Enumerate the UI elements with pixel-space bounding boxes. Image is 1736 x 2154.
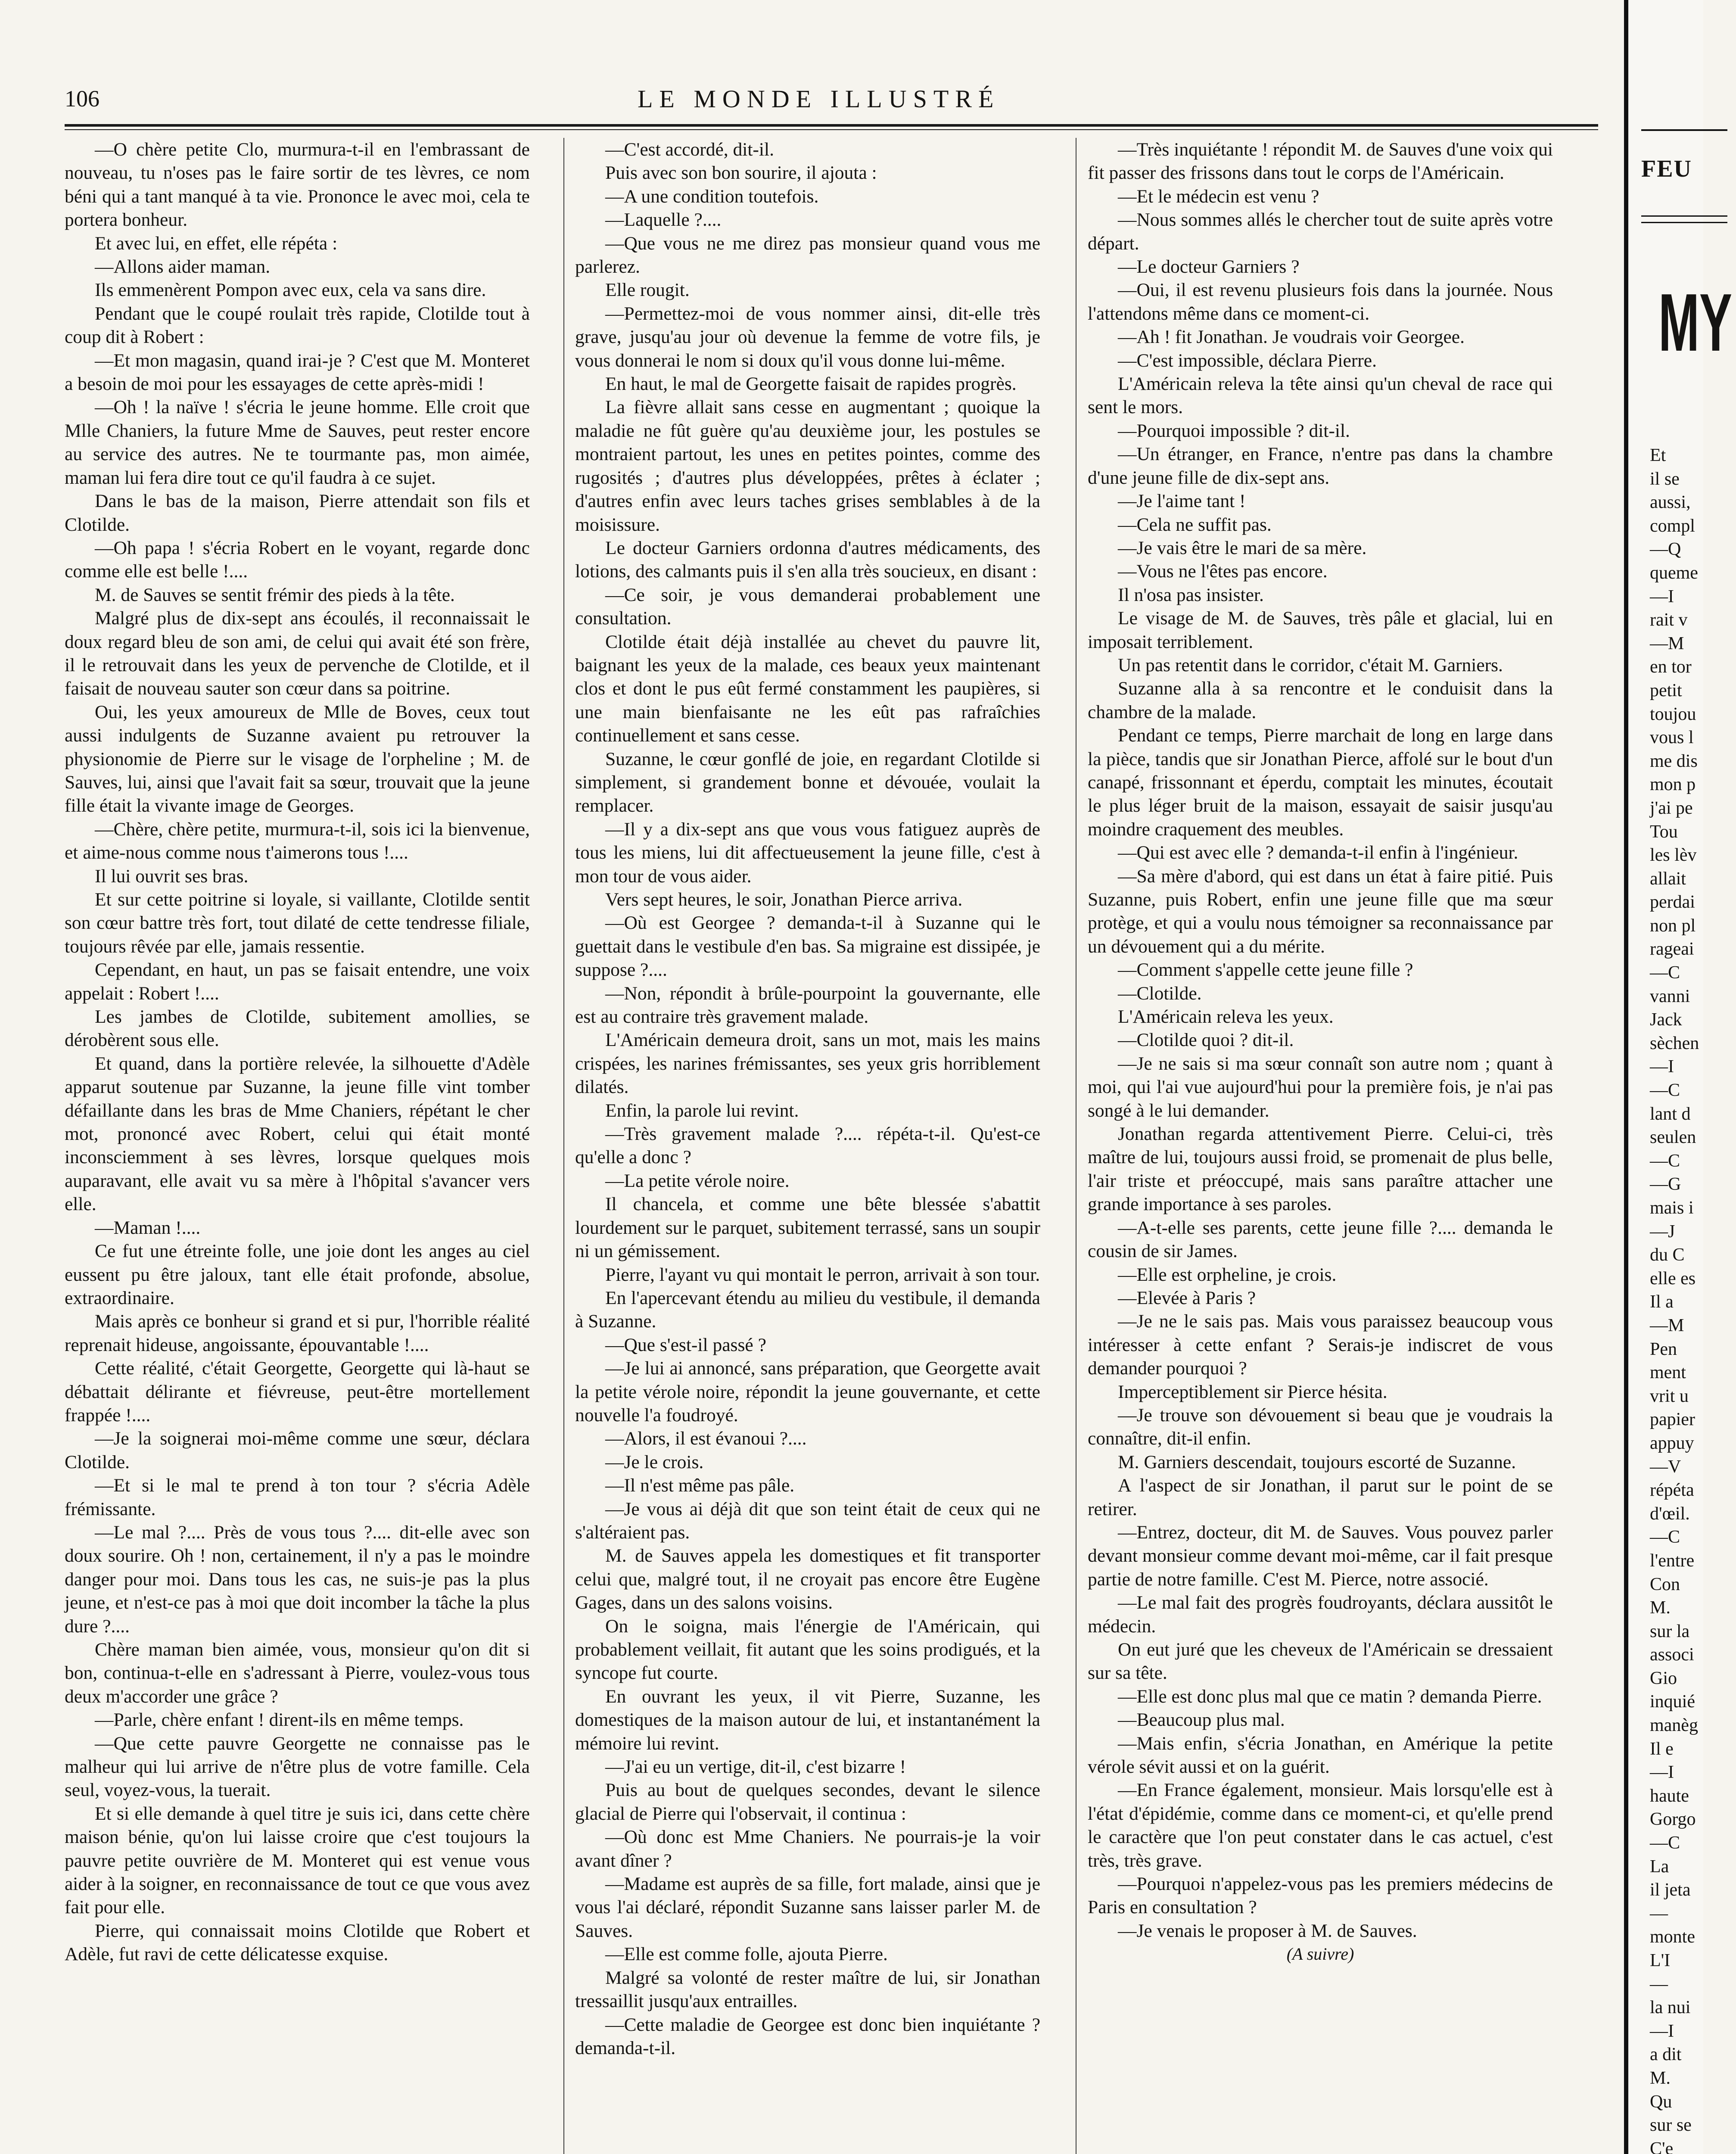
- paragraph: —Elle est orpheline, je crois.: [1118, 1264, 1337, 1285]
- paragraph: —Vous ne l'êtes pas encore.: [1118, 561, 1328, 582]
- paragraph: Ce fut une étreinte folle, une joie dont les anges au ciel eussent pu être jaloux, tant elle était profonde, absolue, extraordinaire.: [65, 1241, 530, 1308]
- paragraph: M. Garniers descendait, toujours escorté de Suzanne.: [1118, 1451, 1516, 1472]
- paragraph: —La petite vérole noire.: [605, 1170, 790, 1191]
- paragraph: —Le docteur Garniers ?: [1118, 256, 1300, 277]
- adjacent-line: sur la: [1650, 1621, 1690, 1641]
- paragraph: —Il y a dix-sept ans que vous vous fatiguez auprès de tous les miens, lui dit affectueusement la jeune fille, c'est à mon tour de vous aider.: [575, 819, 1040, 887]
- continuation-note: (A suivre): [1286, 1944, 1354, 1964]
- paragraph: —Elevée à Paris ?: [1118, 1287, 1256, 1308]
- adjacent-line: elle es: [1650, 1268, 1696, 1289]
- paragraph: —Chère, chère petite, murmura-t-il, sois ici la bienvenue, et aime-nous comme nous t'aimerons tous !....: [65, 819, 530, 863]
- adjacent-line: a dit: [1650, 2045, 1682, 2065]
- paragraph: —Elle est donc plus mal que ce matin ? demanda Pierre.: [1118, 1686, 1542, 1707]
- adjacent-line: L'I: [1650, 1951, 1671, 1970]
- paragraph: —Ah ! fit Jonathan. Je voudrais voir Georgee.: [1118, 327, 1465, 348]
- adjacent-line: C'e: [1650, 2138, 1674, 2154]
- paragraph: Suzanne alla à sa rencontre et le conduisit dans la chambre de la malade.: [1088, 678, 1553, 722]
- paragraph: Et sur cette poitrine si loyale, si vaillante, Clotilde sentit son cœur battre très fort, tout dilaté de cette tendresse filiale, toujours rêvée par elle, jamais ressentie.: [65, 889, 530, 957]
- paragraph: La fièvre allait sans cesse en augmentant ; quoique la maladie ne fût guère qu'au deuxième jour, les postules se montraient partout, les unes en petites pointes, comme des rugosités ; d'autres plus développées, prêtes à éclater ; d'autres enfin avec leurs taches grises semblables à de la moisissure.: [575, 397, 1040, 535]
- adjacent-line: Il a: [1650, 1292, 1674, 1312]
- paragraph: —Oh papa ! s'écria Robert en le voyant, regarde donc comme elle est belle !....: [65, 537, 530, 582]
- adjacent-big-title: MY: [1658, 277, 1732, 368]
- adjacent-line: —C: [1650, 963, 1680, 983]
- adjacent-line: haute: [1650, 1786, 1689, 1806]
- adjacent-line: Tou: [1650, 822, 1678, 842]
- paragraph: L'Américain demeura droit, sans un mot, mais les mains crispées, les narines frémissantes, ses yeux gris horriblement dilatés.: [575, 1030, 1040, 1098]
- paragraph: Pendant ce temps, Pierre marchait de long en large dans la pièce, tandis que sir Jonathan Pierce, affolé sur le bout d'un canapé, frissonnant et éperdu, comptait les minutes, écoutait le plus léger bruit de la maison, essayait de saisir jusqu'au moindre craquement des meubles.: [1088, 725, 1553, 840]
- paragraph: —Et si le mal te prend à ton tour ? s'écria Adèle frémissante.: [65, 1475, 530, 1519]
- paragraph: —Je ne sais si ma sœur connaît son autre nom ; quant à moi, qui l'ai vue aujourd'hui pour la première fois, je n'ai pas songé à le lui demander.: [1088, 1053, 1553, 1121]
- adjacent-line: —Q: [1650, 539, 1681, 560]
- adjacent-line: Il e: [1650, 1739, 1674, 1759]
- paragraph: Pendant que le coupé roulait très rapide, Clotilde tout à coup dit à Robert :: [65, 303, 530, 348]
- adjacent-line: me dis: [1650, 751, 1698, 771]
- paragraph: —Je ne le sais pas. Mais vous paraissez beaucoup vous intéresser à cette enfant ? Serais-je indiscret de vous demander pourquoi ?: [1088, 1311, 1553, 1379]
- paragraph: Vers sept heures, le soir, Jonathan Pierce arriva.: [605, 889, 963, 910]
- paragraph: Et quand, dans la portière relevée, la silhouette d'Adèle apparut soutenue par Suzanne, la jeune fille vint tomber défaillante dans les bras de Mme Chaniers, répétant le cher mot, prononcé avec Robert, celui qui était monté inconsciemment à ses lèvres, lorsque quelques mois auparavant, elle avait vu sa mère à l'hôpital s'avancer vers elle.: [65, 1053, 530, 1215]
- paragraph: M. de Sauves se sentit frémir des pieds à la tête.: [95, 584, 455, 605]
- adjacent-line: il jeta: [1650, 1880, 1691, 1900]
- paragraph: Ils emmenèrent Pompon avec eux, cela va sans dire.: [95, 280, 486, 301]
- adjacent-line: —C: [1650, 1527, 1680, 1547]
- paragraph: Suzanne, le cœur gonflé de joie, en regardant Clotilde si simplement, si grandement bonne et dévouée, voulait la remplacer.: [575, 748, 1040, 816]
- paragraph: Il chancela, et comme une bête blessée s'abattit lourdement sur le parquet, subitement terrassé, sans un soupir ni un gémissement.: [575, 1194, 1040, 1262]
- paragraph: Malgré sa volonté de rester maître de lui, sir Jonathan tressaillit jusqu'aux entrailles.: [575, 1967, 1040, 2012]
- paragraph: Jonathan regarda attentivement Pierre. Celui-ci, très maître de lui, toujours aussi froid, se promenait de plus belle, l'air triste et préoccupé, mais sans paraître attacher une grande importance à ses paroles.: [1088, 1124, 1553, 1215]
- adjacent-line: compl: [1650, 516, 1695, 536]
- paragraph: —Et mon magasin, quand irai-je ? C'est que M. Monteret a besoin de moi pour les essayages de cette après-midi !: [65, 350, 530, 395]
- adjacent-line: inquié: [1650, 1692, 1695, 1712]
- paragraph: —Le mal ?.... Près de vous tous ?.... dit-elle avec son doux sourire. Oh ! non, certainement, il n'y a pas le moindre danger pour moi. Dans tous les cas, ne suis-je pas la plus jeune, et n'est-ce pas à moi que doit incomber la tâche la plus dure ?....: [65, 1522, 530, 1637]
- adjacent-line: en tor: [1650, 657, 1692, 677]
- paragraph: —Très gravement malade ?.... répéta-t-il. Qu'est-ce qu'elle a donc ?: [575, 1124, 1040, 1168]
- paragraph: —Sa mère d'abord, qui est dans un état à faire pitié. Puis Suzanne, puis Robert, enfin une jeune fille que ma sœur protège, et qui a voulu nous témoigner sa reconnaissance par un dévouement qui a du mérite.: [1088, 865, 1553, 957]
- adjacent-line: papier: [1650, 1410, 1695, 1430]
- adjacent-line: —J: [1650, 1221, 1675, 1242]
- paragraph: Dans le bas de la maison, Pierre attendait son fils et Clotilde.: [65, 491, 530, 535]
- adjacent-line: —: [1650, 1903, 1668, 1924]
- paragraph: —Ce soir, je vous demanderai probablement une consultation.: [575, 584, 1040, 629]
- paragraph: —Allons aider maman.: [95, 256, 271, 277]
- paragraph: —Il n'est même pas pâle.: [605, 1475, 795, 1496]
- adjacent-line: manèg: [1650, 1715, 1698, 1736]
- paragraph: —A une condition toutefois.: [605, 186, 819, 207]
- paragraph: En haut, le mal de Georgette faisait de rapides progrès.: [605, 374, 1017, 395]
- paragraph: —Que cette pauvre Georgette ne connaisse pas le malheur qui lui arrive de n'être plus de votre famille. Cela seul, voyez-vous, la tuerait.: [65, 1733, 530, 1801]
- paragraph: —Clotilde.: [1118, 983, 1202, 1004]
- adjacent-line: Pen: [1650, 1339, 1677, 1359]
- paragraph: —Mais enfin, s'écria Jonathan, en Amérique la petite vérole sévit aussi et on la guérit.: [1088, 1733, 1553, 1777]
- adjacent-line: —V: [1650, 1457, 1681, 1477]
- paragraph: —En France également, monsieur. Mais lorsqu'elle est à l'état d'épidémie, comme dans ce moment-ci, et qu'elle prend le caractère que l'on peut constater dans le cas actuel, c'est très, très grave.: [1088, 1780, 1553, 1871]
- adjacent-line: vous l: [1650, 728, 1694, 748]
- column-3: [1088, 138, 1553, 1966]
- adjacent-line: associ: [1650, 1645, 1694, 1665]
- adjacent-line: vrit u: [1650, 1386, 1689, 1406]
- adjacent-line: —: [1650, 1974, 1668, 1994]
- paragraph: L'Américain releva la tête ainsi qu'un cheval de race qui sent le mors.: [1088, 374, 1553, 418]
- paragraph: —Où est Georgee ? demanda-t-il à Suzanne qui le guettait dans le vestibule d'en bas. Sa migraine est dissipée, je suppose ?....: [575, 912, 1040, 981]
- paragraph: Il n'osa pas insister.: [1118, 584, 1264, 605]
- paragraph: —Que s'est-il passé ?: [605, 1334, 766, 1355]
- paragraph: —Pourquoi n'appelez-vous pas les premiers médecins de Paris en consultation ?: [1088, 1874, 1553, 1918]
- paragraph: M. de Sauves appela les domestiques et fit transporter celui que, malgré tout, il ne croyait pas encore être Eugène Gages, dans un des salons voisins.: [575, 1545, 1040, 1613]
- adjacent-line: —G: [1650, 1174, 1681, 1195]
- adjacent-line: aussi,: [1650, 492, 1691, 513]
- adjacent-line: queme: [1650, 563, 1698, 583]
- paragraph: —Où donc est Mme Chaniers. Ne pourrais-je la voir avant dîner ?: [575, 1827, 1040, 1871]
- adjacent-line: non pl: [1650, 915, 1696, 936]
- adjacent-line: rageai: [1650, 939, 1694, 959]
- paragraph: Chère maman bien aimée, vous, monsieur qu'on dit si bon, continua-t-elle en s'adressant à Pierre, voulez-vous tous deux m'accorder une grâce ?: [65, 1639, 530, 1707]
- paragraph: —C'est impossible, déclara Pierre.: [1118, 350, 1377, 371]
- adjacent-line: appuy: [1650, 1433, 1694, 1453]
- adjacent-line: sur se: [1650, 2115, 1692, 2135]
- paragraph: Imperceptiblement sir Pierce hésita.: [1118, 1381, 1388, 1402]
- paragraph: —Je venais le proposer à M. de Sauves.: [1118, 1920, 1417, 1941]
- adjacent-line: —I: [1650, 1762, 1674, 1783]
- paragraph: —O chère petite Clo, murmura-t-il en l'embrassant de nouveau, tu n'oses pas le faire sortir de tes lèvres, ce nom béni qui a tant manqué à ta vie. Prononce le avec moi, cela te portera bonheur.: [65, 139, 530, 230]
- adjacent-line: sèchen: [1650, 1033, 1699, 1053]
- adjacent-line: Gorgo: [1650, 1809, 1696, 1830]
- paragraph: —Je l'aime tant !: [1118, 491, 1246, 512]
- paragraph: Le visage de M. de Sauves, très pâle et glacial, lui en imposait terriblement.: [1088, 608, 1553, 652]
- adjacent-line: monte: [1650, 1927, 1695, 1947]
- adjacent-line: perdai: [1650, 892, 1695, 912]
- adjacent-text-lines: [1650, 444, 1736, 2154]
- adjacent-line: répéta: [1650, 1480, 1694, 1500]
- paragraph: On eut juré que les cheveux de l'Américain se dressaient sur sa tête.: [1088, 1639, 1553, 1684]
- paragraph: —Je la soignerai moi-même comme une sœur, déclara Clotilde.: [65, 1428, 530, 1472]
- adjacent-line: Jack: [1650, 1010, 1682, 1030]
- adjacent-line: il se: [1650, 469, 1680, 489]
- adjacent-line: —C: [1650, 1833, 1680, 1853]
- paragraph: Il lui ouvrit ses bras.: [95, 865, 249, 887]
- paragraph: —Oui, il est revenu plusieurs fois dans la journée. Nous l'attendons même dans ce moment-ci.: [1088, 280, 1553, 324]
- paragraph: L'Américain releva les yeux.: [1118, 1006, 1334, 1027]
- paragraph: —Je vais être le mari de sa mère.: [1118, 537, 1367, 558]
- adjacent-line: M.: [1650, 1598, 1671, 1618]
- adjacent-page-strip: [1624, 0, 1732, 2154]
- paragraph: En ouvrant les yeux, il vit Pierre, Suzanne, les domestiques de la maison autour de lui, et instantanément la mémoire lui revint.: [575, 1686, 1040, 1754]
- adjacent-line: allait: [1650, 868, 1686, 889]
- adjacent-line: j'ai pe: [1650, 798, 1693, 818]
- adjacent-line: lant d: [1650, 1104, 1691, 1124]
- paragraph: —Oh ! la naïve ! s'écria le jeune homme. Elle croit que Mlle Chaniers, la future Mme de Sauves, peut rester encore au service des autres. Ne te tourmante pas, mon aimée, maman lui fera dire tout ce qu'il faudra à ce sujet.: [65, 397, 530, 488]
- paragraph: —Que vous ne me direz pas monsieur quand vous me parlerez.: [575, 233, 1040, 277]
- adjacent-line: mais i: [1650, 1198, 1694, 1218]
- paragraph: Malgré plus de dix-sept ans écoulés, il reconnaissait le doux regard bleu de son ami, de celui qui avait été son frère, il le retrouvait dans les yeux de pervenche de Clotilde, et il faisait de nouveau sauter son cœur dans sa poitrine.: [65, 608, 530, 699]
- paragraph: —Et le médecin est venu ?: [1118, 186, 1319, 207]
- adjacent-line: —I: [1650, 2021, 1674, 2041]
- adjacent-line: petit: [1650, 680, 1682, 700]
- paragraph: —Je le crois.: [605, 1451, 704, 1472]
- paragraph: A l'aspect de sir Jonathan, il parut sur le point de se retirer.: [1088, 1475, 1553, 1519]
- adjacent-line: vanni: [1650, 986, 1690, 1006]
- paragraph: Un pas retentit dans le corridor, c'était M. Garniers.: [1118, 654, 1503, 675]
- paragraph: —Non, répondit à brûle-pourpoint la gouvernante, elle est au contraire très gravement malade.: [575, 983, 1040, 1027]
- paragraph: —Je trouve son dévouement si beau que je voudrais la connaître, dit-il enfin.: [1088, 1404, 1553, 1449]
- paragraph: Clotilde était déjà installée au chevet du pauvre lit, baignant les yeux de la malade, ces beaux yeux maintenant clos et dont le pus eût fermé constamment les paupières, si une main bienfaisante ne les eût pas rafraîchies continuellement et sans cesse.: [575, 631, 1040, 746]
- adjacent-line: Con: [1650, 1574, 1680, 1594]
- paragraph: —Pourquoi impossible ? dit-il.: [1118, 420, 1350, 441]
- paragraph: Pierre, qui connaissait moins Clotilde que Robert et Adèle, fut ravi de cette délicatesse exquise.: [65, 1920, 530, 1965]
- paragraph: On le soigna, mais l'énergie de l'Américain, qui probablement veillait, fit autant que les soins prodigués, et la syncope fut courte.: [575, 1616, 1040, 1684]
- adjacent-line: —M: [1650, 633, 1684, 654]
- adjacent-line: toujou: [1650, 704, 1696, 724]
- column-1: [65, 138, 530, 1966]
- adjacent-line: —M: [1650, 1315, 1684, 1335]
- paragraph: Enfin, la parole lui revint.: [605, 1100, 799, 1121]
- paragraph: —Beaucoup plus mal.: [1118, 1709, 1285, 1731]
- paragraph: —Parle, chère enfant ! dirent-ils en même temps.: [95, 1709, 464, 1731]
- paragraph: —C'est accordé, dit-il.: [605, 139, 774, 160]
- paragraph: Et si elle demande à quel titre je suis ici, dans cette chère maison bénie, qu'on lui laisse croire que c'est toujours la pauvre petite ouvrière de M. Monteret qui est venue vous aider à la soigner, en reconnaissance de tout ce que vous avez fait pour elle.: [65, 1803, 530, 1918]
- paragraph: —Cela ne suffit pas.: [1118, 514, 1272, 535]
- paragraph: Pierre, l'ayant vu qui montait le perron, arrivait à son tour.: [605, 1264, 1040, 1285]
- adjacent-line: —C: [1650, 1080, 1680, 1101]
- paragraph: Oui, les yeux amoureux de Mlle de Boves, ceux tout aussi indulgents de Suzanne avaient pu retrouver la physionomie de Pierre sur le visage de l'orpheline ; M. de Sauves, lui, ainsi que l'avait fait sa sœur, trouvait que la jeune fille était la vivante image de Georges.: [65, 701, 530, 816]
- paragraph: Puis avec son bon sourire, il ajouta :: [605, 162, 877, 184]
- paragraph: Le docteur Garniers ordonna d'autres médicaments, des lotions, des calmants puis il s'en alla très soucieux, en disant :: [575, 537, 1040, 582]
- page-number: 106: [65, 86, 100, 112]
- adjacent-line: Gio: [1650, 1668, 1677, 1688]
- adjacent-line: rait v: [1650, 610, 1688, 630]
- adjacent-line: les lèv: [1650, 845, 1697, 865]
- adjacent-heading: FEU: [1641, 156, 1692, 182]
- paragraph: —Le mal fait des progrès foudroyants, déclara aussitôt le médecin.: [1088, 1592, 1553, 1637]
- adjacent-line: M.: [1650, 2068, 1671, 2088]
- paragraph: —Comment s'appelle cette jeune fille ?: [1118, 959, 1413, 981]
- header-rule-thin: [65, 129, 1598, 130]
- strip-rule: [1641, 215, 1727, 217]
- paragraph: —Madame est auprès de sa fille, fort malade, ainsi que je vous l'ai déclaré, répondit Suzanne sans laisser parler M. de Sauves.: [575, 1874, 1040, 1941]
- paragraph: En l'apercevant étendu au milieu du vestibule, il demanda à Suzanne.: [575, 1287, 1040, 1332]
- adjacent-line: ment: [1650, 1363, 1686, 1383]
- paragraph: —Maman !....: [95, 1217, 201, 1238]
- adjacent-line: la nui: [1650, 1998, 1691, 2018]
- paragraph: Cependant, en haut, un pas se faisait entendre, une voix appelait : Robert !....: [65, 959, 530, 1004]
- adjacent-line: du C: [1650, 1245, 1685, 1265]
- paragraph: —Laquelle ?....: [605, 209, 722, 230]
- paragraph: —Alors, il est évanoui ?....: [605, 1428, 807, 1449]
- paragraph: —Clotilde quoi ? dit-il.: [1118, 1030, 1294, 1051]
- paragraph: —Entrez, docteur, dit M. de Sauves. Vous pouvez parler devant monsieur comme devant moi-même, car il fait presque partie de notre famille. C'est M. Pierce, notre associé.: [1088, 1522, 1553, 1590]
- paragraph: —Permettez-moi de vous nommer ainsi, dit-elle très grave, jusqu'au jour où devenue la femme de votre fils, je vous donnerai le nom si doux qu'il vous donne lui-même.: [575, 303, 1040, 371]
- paragraph: Puis au bout de quelques secondes, devant le silence glacial de Pierre qui l'observait, il continua :: [575, 1780, 1040, 1824]
- paragraph: Mais après ce bonheur si grand et si pur, l'horrible réalité reprenait hideuse, angoissante, épouvantable !....: [65, 1311, 530, 1355]
- paragraph: —Un étranger, en France, n'entre pas dans la chambre d'une jeune fille de dix-sept ans.: [1088, 444, 1553, 488]
- paragraph: —Je vous ai déjà dit que son teint était de ceux qui ne s'altéraient pas.: [575, 1498, 1040, 1543]
- paragraph: —A-t-elle ses parents, cette jeune fille ?.... demanda le cousin de sir James.: [1088, 1217, 1553, 1262]
- paragraph: Cette réalité, c'était Georgette, Georgette qui là-haut se débattait délirante et fiévreuse, peut-être mortellement frappée !....: [65, 1358, 530, 1426]
- paragraph: Les jambes de Clotilde, subitement amollies, se dérobèrent sous elle.: [65, 1006, 530, 1051]
- paragraph: —Cette maladie de Georgee est donc bien inquiétante ? demanda-t-il.: [575, 2014, 1040, 2058]
- column-rule-1: [563, 138, 564, 2154]
- paragraph: —Je lui ai annoncé, sans préparation, que Georgette avait la petite vérole noire, répondit la jeune gouvernante, et cette nouvelle l'a foudroyé.: [575, 1358, 1040, 1426]
- journal-title: LE MONDE ILLUSTRÉ: [638, 85, 1000, 113]
- header-rule: [65, 124, 1598, 127]
- paragraph: —Très inquiétante ! répondit M. de Sauves d'une voix qui fit passer des frissons dans tout le corps de l'Américain.: [1088, 139, 1553, 184]
- paragraph: Elle rougit.: [605, 280, 690, 301]
- adjacent-line: seulen: [1650, 1127, 1696, 1148]
- adjacent-line: d'œil.: [1650, 1503, 1690, 1524]
- adjacent-line: —I: [1650, 1057, 1674, 1077]
- paragraph: —Elle est comme folle, ajouta Pierre.: [605, 1944, 888, 1965]
- adjacent-line: Qu: [1650, 2092, 1672, 2112]
- paragraph: —Qui est avec elle ? demanda-t-il enfin à l'ingénieur.: [1118, 842, 1518, 863]
- strip-rule: [1641, 222, 1727, 223]
- adjacent-line: —C: [1650, 1151, 1680, 1171]
- adjacent-line: La: [1650, 1856, 1669, 1877]
- paragraph: —Nous sommes allés le chercher tout de suite après votre départ.: [1088, 209, 1553, 254]
- paragraph: Et avec lui, en effet, elle répéta :: [95, 233, 338, 254]
- strip-rule: [1641, 129, 1727, 131]
- adjacent-line: Et: [1650, 445, 1666, 465]
- adjacent-line: mon p: [1650, 775, 1696, 795]
- adjacent-line: l'entre: [1650, 1550, 1695, 1571]
- paragraph: —J'ai eu un vertige, dit-il, c'est bizarre !: [605, 1756, 906, 1777]
- column-2: [575, 138, 1040, 2060]
- adjacent-line: —I: [1650, 586, 1674, 607]
